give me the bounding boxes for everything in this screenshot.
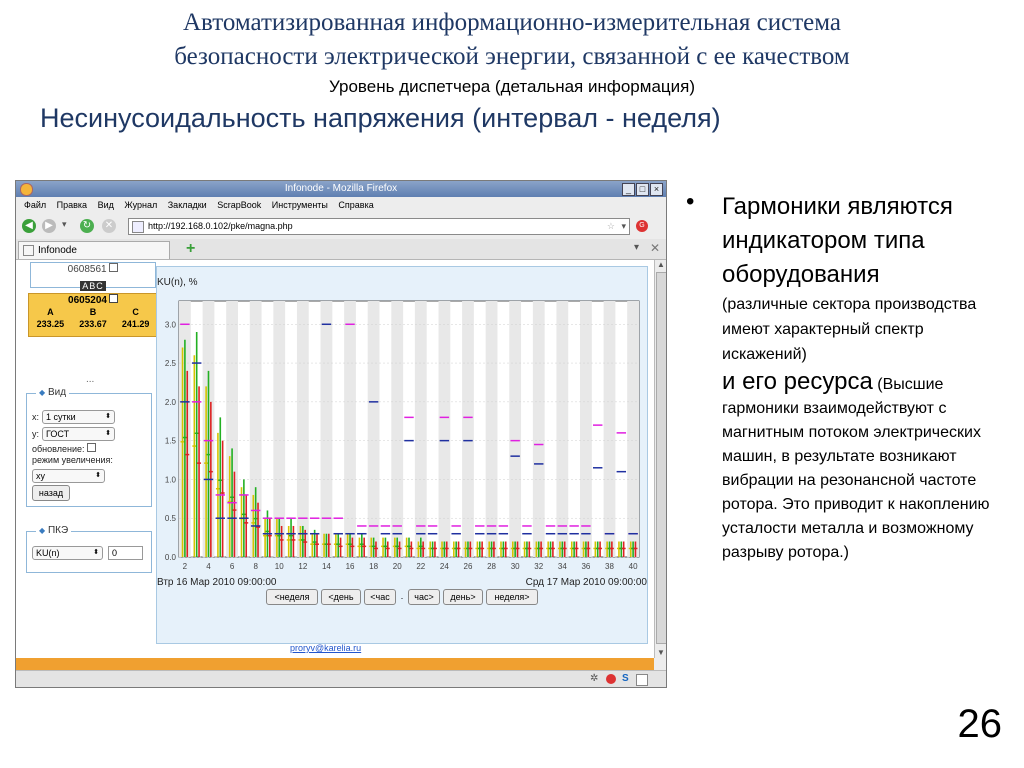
y-tick-label: 2.0 — [164, 397, 176, 407]
y-tick-label: 3.0 — [164, 320, 176, 330]
bullet-small-text-1: (различные сектора производства имеют характерный спектр искажений) — [722, 296, 977, 363]
x-tick-label: 18 — [369, 562, 379, 571]
y-scale-value: ГОСТ — [46, 429, 70, 439]
pke-panel-title-text: ПКЭ — [47, 525, 69, 536]
x-tick-label: 24 — [439, 562, 449, 571]
pke-panel-title — [36, 525, 71, 536]
slide-heading: Несинусоидальность напряжения (интервал - неделя) — [40, 103, 721, 133]
bullet-big-text-1: Гармоники являются индикатором типа оборудования — [722, 193, 953, 288]
x-tick-label: 6 — [229, 562, 235, 571]
meter-card-1[interactable] — [30, 262, 156, 291]
grid-stripe — [533, 301, 545, 557]
refresh-label — [32, 443, 96, 454]
bullet-icon: • — [686, 188, 695, 215]
browser-title: Infonode - Mozilla Firefox — [284, 183, 398, 194]
y-tick-label: 0.5 — [164, 514, 176, 524]
close-tab-icon[interactable]: ✕ — [650, 241, 661, 255]
zoom-mode-select[interactable] — [32, 469, 105, 483]
close-window-icon[interactable]: × — [650, 183, 663, 196]
url-dropdown-icon[interactable]: ▾ — [621, 221, 626, 231]
x-tick-label: 4 — [206, 562, 211, 571]
zoom-mode-label: режим увеличения: — [32, 455, 113, 465]
page-content — [16, 260, 654, 658]
x-tick-label: 38 — [605, 562, 614, 571]
chart-panel — [156, 266, 648, 644]
bookmark-star-icon[interactable]: ☆ — [606, 221, 615, 231]
harmonics-chart[interactable] — [157, 267, 647, 587]
grid-stripe — [368, 301, 380, 557]
search-engine-icon[interactable]: G — [636, 220, 648, 232]
next-week-button[interactable]: неделя> — [486, 589, 538, 605]
gear-icon[interactable]: ✲ — [590, 673, 599, 684]
bullet-block — [686, 188, 1012, 565]
status-bar — [16, 670, 666, 688]
x-tick-label: 36 — [581, 562, 591, 571]
x-start-label: Втр 16 Мар 2010 09:00:00 — [157, 577, 277, 588]
page-number: 26 — [957, 702, 1002, 746]
new-tab-icon[interactable]: + — [186, 240, 196, 257]
x-tick-label: 14 — [321, 562, 331, 571]
vertical-scroll-thumb[interactable] — [656, 272, 667, 644]
zoom-mode-value: xy — [36, 471, 45, 481]
select-arrows-icon: ⬍ — [105, 430, 111, 437]
grid-stripe — [438, 301, 450, 557]
bullet-big-text-2: и его ресурса — [722, 368, 873, 395]
meter1-id: 0608561 — [67, 264, 107, 275]
tab-list-icon[interactable]: ▾ — [634, 242, 640, 253]
select-arrows-icon: ⬍ — [93, 549, 99, 556]
addon-icon[interactable] — [606, 674, 616, 684]
browser-titlebar — [16, 181, 666, 197]
grid-stripe — [344, 301, 356, 557]
tab-favicon-icon — [23, 245, 34, 256]
firefox-icon — [20, 183, 33, 196]
bullet-small-text-2: (Высшие гармоники взаимодействуют с магнитным потоком электрических машин, в результате возникают вибрации на резонансной частоте ротора. Это приводит к накоплению усталости металла и возможному разрыву ротора.) — [722, 376, 990, 561]
grid-stripe — [462, 301, 474, 557]
select-arrows-icon: ⬍ — [95, 472, 101, 479]
refresh-label-text: обновление: — [32, 444, 85, 454]
select-arrows-icon: ⬍ — [105, 413, 111, 420]
url-bar[interactable] — [128, 218, 630, 235]
y-axis-label: KU(n), % — [157, 277, 198, 288]
meter2-checkbox[interactable] — [109, 294, 118, 303]
menu-tools[interactable]: Инструменты — [271, 200, 328, 210]
panel-expand-icon: ◆ — [39, 388, 46, 397]
x-tick-label: 2 — [182, 562, 188, 571]
y-tick-label: 1.0 — [164, 475, 176, 485]
prev-day-button[interactable]: <день — [321, 589, 361, 605]
back-arrow-icon[interactable]: ◀ — [22, 219, 36, 233]
y-tick-label: 1.5 — [164, 436, 176, 446]
x-tick-label: 12 — [298, 562, 308, 571]
prev-hour-button[interactable]: <час — [364, 589, 396, 605]
prev-week-button[interactable]: <неделя — [266, 589, 318, 605]
x-tick-label: 34 — [557, 562, 567, 571]
x-tick-label: 32 — [534, 562, 544, 571]
x-tick-label: 26 — [463, 562, 473, 571]
x-tick-label: 16 — [345, 562, 355, 571]
url-text: http://192.168.0.102/pke/magna.php — [148, 221, 293, 231]
y-tick-label: 0.0 — [164, 553, 176, 562]
x-tick-label: 28 — [487, 562, 497, 571]
phase-b-header: B — [89, 307, 97, 317]
grid-stripe — [391, 301, 403, 557]
phase-a-header: A — [47, 307, 54, 317]
time-navigation — [266, 589, 538, 605]
slide-subtitle: Уровень диспетчера (детальная информация) — [328, 77, 696, 96]
grid-stripe — [415, 301, 427, 557]
panel-expand-icon: ◆ — [39, 526, 46, 535]
stop-icon[interactable]: ✕ — [102, 219, 116, 233]
phase-c-value: 241.29 — [121, 319, 150, 329]
x-label: x: — [32, 412, 40, 422]
phase-b-value: 233.67 — [79, 319, 107, 329]
x-scale-select[interactable] — [42, 410, 115, 424]
menu-edit[interactable]: Правка — [56, 200, 88, 210]
view-panel-title-text: Вид — [47, 387, 67, 398]
menu-scrapbook[interactable]: ScrapBook — [217, 200, 262, 210]
page-info-icon[interactable] — [636, 674, 648, 686]
y-scale-select[interactable] — [42, 427, 115, 441]
page-favicon-icon — [132, 221, 144, 233]
horizontal-scrollbar[interactable] — [16, 658, 654, 670]
vertical-scrollbar[interactable] — [654, 260, 667, 658]
x-tick-label: 22 — [416, 562, 426, 571]
forward-arrow-icon[interactable]: ▶ — [42, 219, 56, 233]
history-dropdown-icon[interactable]: ▾ — [62, 219, 67, 229]
slide-title-line2: безопасности электрической энергии, связанной с ее качеством — [174, 43, 850, 70]
x-tick-label: 20 — [392, 562, 402, 571]
skype-icon[interactable]: S — [622, 673, 629, 684]
view-panel-title — [36, 387, 69, 398]
grid-stripe — [509, 301, 521, 557]
maximize-icon[interactable]: □ — [636, 183, 649, 196]
menu-view[interactable]: Вид — [97, 200, 114, 210]
meter1-phases: ABC — [82, 281, 104, 291]
nav-separator: . — [400, 591, 404, 601]
x-scale-value: 1 сутки — [46, 412, 76, 422]
email-link[interactable]: proryv@karelia.ru — [290, 643, 362, 653]
next-day-button[interactable]: день> — [443, 589, 483, 605]
x-tick-label: 8 — [253, 562, 258, 571]
scroll-up-icon[interactable]: ▲ — [657, 260, 665, 269]
pke-parameter-value: KU(n) — [36, 548, 60, 558]
pke-parameter-select[interactable] — [32, 546, 103, 560]
tab-infonode[interactable] — [18, 241, 170, 259]
tab-bar — [16, 239, 666, 260]
grid-stripe — [627, 301, 639, 557]
refresh-checkbox[interactable] — [87, 443, 96, 452]
scroll-down-icon[interactable]: ▼ — [657, 648, 665, 657]
meter-card-2[interactable] — [28, 293, 158, 337]
ellipsis-text: ... — [86, 374, 95, 385]
browser-window — [15, 180, 667, 688]
grid-stripe — [580, 301, 592, 557]
grid-stripe — [556, 301, 568, 557]
next-hour-button[interactable]: час> — [408, 589, 440, 605]
y-tick-label: 2.5 — [164, 359, 176, 369]
phase-a-value: 233.25 — [36, 319, 65, 329]
menu-bar — [16, 197, 666, 214]
menu-history[interactable]: Журнал — [124, 200, 158, 210]
grid-stripe — [486, 301, 498, 557]
grid-stripe — [604, 301, 616, 557]
x-tick-label: 10 — [274, 562, 284, 571]
phase-c-header: C — [132, 307, 139, 317]
minimize-icon[interactable]: _ — [622, 183, 635, 196]
menu-bookmarks[interactable]: Закладки — [167, 200, 207, 210]
x-tick-label: 40 — [628, 562, 638, 571]
pke-harmonic-input[interactable]: 0 — [108, 546, 143, 560]
y-label: y: — [32, 429, 40, 439]
meter2-id: 0605204 — [68, 295, 107, 306]
reload-icon[interactable]: ↻ — [80, 219, 94, 233]
meter1-checkbox[interactable] — [109, 263, 118, 272]
menu-file[interactable]: Файл — [24, 200, 47, 210]
x-tick-label: 30 — [510, 562, 520, 571]
navigation-toolbar — [16, 214, 666, 238]
back-button[interactable]: назад — [32, 485, 70, 501]
tab-label: Infonode — [38, 245, 77, 256]
slide-title-line1: Автоматизированная информационно-измерительная система — [182, 9, 841, 36]
menu-help[interactable]: Справка — [338, 200, 374, 210]
x-end-label: Срд 17 Мар 2010 09:00:00 — [525, 577, 647, 588]
